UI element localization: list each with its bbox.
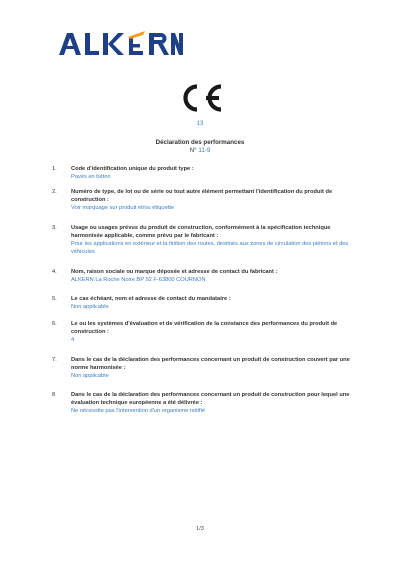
item-number: 2. <box>52 189 57 195</box>
item-number: 7. <box>52 357 57 363</box>
item-answer: Non applicable <box>71 373 109 379</box>
item-answer: Voir marquage sur produit et/ou étiquette <box>71 205 175 211</box>
declaration-number <box>0 147 400 154</box>
page-title: Déclaration des performances <box>155 139 245 146</box>
ce-number: 13 <box>196 121 204 127</box>
item-answer: 4 <box>71 337 75 343</box>
item-number: 4. <box>52 269 57 275</box>
item-answer: Ne nécessite pas l'intervention d'un organisme notifié <box>71 408 206 414</box>
ce-mark-icon <box>176 83 224 113</box>
item-question: Code d'identification unique du produit type : <box>71 166 194 172</box>
item-number: 6. <box>52 321 57 327</box>
item-answer: ALKERN La Roche Noire BP 92 F-63800 COURNON <box>71 277 206 283</box>
item-number: 1. <box>52 166 57 172</box>
number-prefix: N° <box>189 147 197 154</box>
number-value: 11-9 <box>198 147 211 154</box>
item-question: Numéro de type, de lot ou de série ou tout autre élément permettant l'identification du produit de construction : <box>71 189 333 203</box>
item-number: 5. <box>52 296 57 302</box>
item-answer: Pour les applications en extérieur et la finition des routes, destinés aux zones de circulation des piétons et des véhicules <box>71 241 349 255</box>
item-answer: Pavés en béton <box>71 174 111 180</box>
item-question: Nom, raison sociale ou marque déposée et adresse de contact du fabricant : <box>71 269 278 275</box>
page-number: 1/3 <box>196 526 204 532</box>
item-question: Usage ou usages prévus du produit de construction, conformément à la spécification technique harmonisée applicable, comme prévu par le fabricant : <box>71 225 331 239</box>
item-number: 3. <box>52 225 57 231</box>
alkern-logo <box>57 30 183 56</box>
item-question: Le ou les systèmes d'évaluation et de vérification de la constance des performances du produit de construction : <box>71 321 338 335</box>
item-question: Dans le cas de la déclaration des performances concernant un produit de construction couvert par une norme harmonisée : <box>71 357 350 371</box>
item-answer: Non applicable <box>71 304 109 310</box>
item-question: Dans le cas de la déclaration des performances concernant un produit de construction pour lequel une évaluation technique européenne a été délivrée : <box>71 392 350 406</box>
item-question: Le cas échéant, nom et adresse de contact du mandataire : <box>71 296 231 302</box>
item-number: 8 <box>52 392 56 398</box>
